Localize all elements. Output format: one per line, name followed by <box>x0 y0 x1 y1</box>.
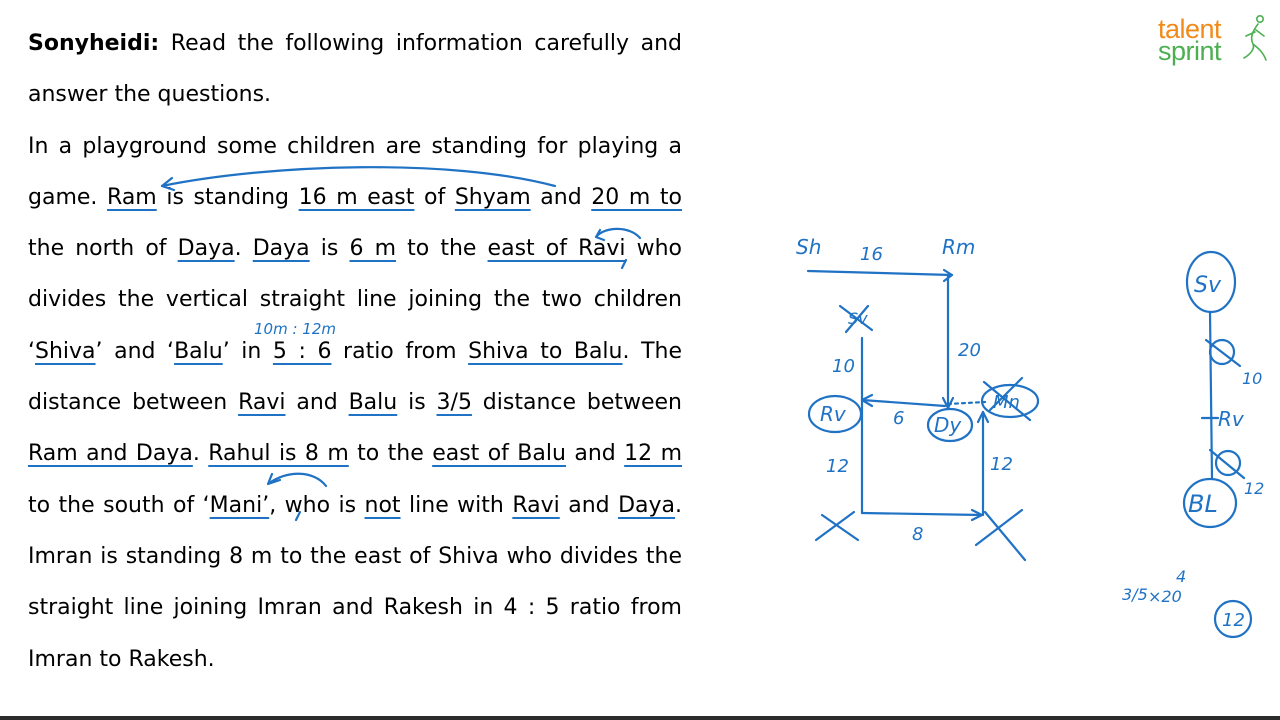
text-run: is <box>397 390 437 416</box>
text-run: the north of <box>28 236 178 262</box>
underlined-16m-east: 16 m east <box>298 184 415 210</box>
underlined-mani: Mani’ <box>209 492 270 518</box>
bottom-bar <box>0 716 1280 720</box>
bl-circle <box>1184 479 1236 527</box>
text-run: ’ in <box>222 338 273 364</box>
underlined-20m: 20 m to <box>591 184 682 210</box>
passage-body <box>28 121 682 685</box>
label-dy: Dy <box>934 413 962 437</box>
text-run: In a playground some children are standing for playing a game. <box>28 133 682 210</box>
text-run: . <box>234 236 253 262</box>
logo-word-sprint: sprint <box>1158 36 1222 66</box>
underlined-east-of-ravi: east of Ravi <box>487 236 626 262</box>
line-label-sv: Sv <box>1194 273 1221 298</box>
balu-cross <box>816 512 858 540</box>
vertical-line <box>1210 312 1212 478</box>
text-run: . Imran is standing 8 m to the east of Shiva who divides the straight line joining Imran and Rakesh in 4 : 5 ratio from Imran to Rakesh. <box>28 492 682 672</box>
talentsprint-logo <box>1158 14 1270 72</box>
label-rm: Rm <box>942 235 976 259</box>
mn-circle <box>982 385 1038 417</box>
underlined-fraction: 3/5 <box>436 390 472 416</box>
rv-dy-line <box>862 400 945 406</box>
line-label-bl: BL <box>1188 490 1218 518</box>
dy-circle <box>928 409 972 441</box>
underlined-shiva: Shiva <box>35 338 96 364</box>
calc-four: 4 <box>1176 567 1187 586</box>
text-run: to the <box>348 441 433 467</box>
sv-cross <box>840 306 872 332</box>
underlined-ravi: Ravi <box>512 492 560 518</box>
underlined-rahul: Rahul is 8 m <box>208 441 349 467</box>
underlined-daya: Daya <box>177 236 235 262</box>
text-run: and <box>559 492 619 518</box>
s-small-circle <box>1210 340 1234 364</box>
underlined-ram-and-daya: Ram and Daya <box>28 441 193 467</box>
rahul-cross <box>976 510 1025 560</box>
intro-text: Read the following information carefully and answer the questions. <box>28 31 682 108</box>
text-run: , who is <box>269 492 365 518</box>
text-run: and <box>530 184 592 210</box>
label-8: 8 <box>912 524 924 545</box>
underlined-ratio: 5 : 6 <box>272 338 332 364</box>
text-run: ratio from <box>331 338 469 364</box>
sv-big-circle <box>1187 252 1235 312</box>
label-sv: Sv <box>848 309 868 328</box>
ratio-note: 10m : 12m <box>254 320 336 338</box>
s2-small-circle <box>1216 451 1240 475</box>
balu-rahul-line <box>862 513 982 515</box>
label-20: 20 <box>958 340 981 361</box>
label-10: 10 <box>832 356 855 377</box>
label-mn: Mn <box>993 392 1020 413</box>
text-run: . <box>192 441 209 467</box>
text-run: . The distance between <box>28 338 682 416</box>
underlined-shiva-to-balu: Shiva to Balu <box>468 338 623 364</box>
mani-cross <box>984 378 1030 420</box>
sh-rm-line <box>808 271 952 275</box>
underlined-balu: Balu <box>348 390 398 416</box>
text-run: distance between <box>471 390 682 416</box>
label-12-left: 12 <box>826 456 849 477</box>
speaker-name: Sonyheidi: <box>28 31 160 56</box>
text-run: who divides the vertical straight line joining the two children ‘ <box>28 236 683 364</box>
answer-circle <box>1215 601 1251 637</box>
label-sh: Sh <box>796 235 822 259</box>
text-run: to the <box>396 236 488 262</box>
underlined-not: not <box>364 492 401 518</box>
text-run: is <box>309 236 350 262</box>
label-16: 16 <box>860 244 883 265</box>
calc-expression: ×20 <box>1148 587 1182 606</box>
underlined-12m: 12 m <box>624 441 683 467</box>
calc-fraction: 3/5 <box>1122 585 1148 604</box>
text-run: and <box>285 390 349 416</box>
runner-icon <box>1236 14 1270 72</box>
underlined-east-of-balu: east of Balu <box>432 441 566 467</box>
rv-circle <box>809 396 861 432</box>
line-label-12: 12 <box>1244 479 1265 498</box>
label-12-right: 12 <box>990 454 1013 475</box>
underlined-shyam: Shyam <box>454 184 531 210</box>
passage-intro <box>28 18 682 121</box>
text-run: is standing <box>156 184 299 210</box>
underlined-balu: Balu <box>174 338 223 364</box>
underlined-ravi: Ravi <box>238 390 286 416</box>
label-rv: Rv <box>820 402 846 426</box>
text-run: ’ and ‘ <box>95 338 175 364</box>
calc-result: 12 <box>1222 610 1245 631</box>
underlined-6m: 6 m <box>349 236 397 262</box>
label-6: 6 <box>893 408 905 429</box>
underlined-ram: Ram <box>107 184 157 210</box>
underlined-daya: Daya <box>252 236 310 262</box>
underlined-daya: Daya <box>618 492 675 518</box>
text-run: of <box>414 184 455 210</box>
text-run: line with <box>400 492 513 518</box>
logo-word-talent: talent <box>1158 14 1222 44</box>
text-run: and <box>565 441 625 467</box>
question-passage <box>28 18 682 685</box>
line-label-rv: Rv <box>1218 407 1244 431</box>
text-run: to the south of ‘ <box>28 492 210 518</box>
line-label-10: 10 <box>1242 369 1263 388</box>
